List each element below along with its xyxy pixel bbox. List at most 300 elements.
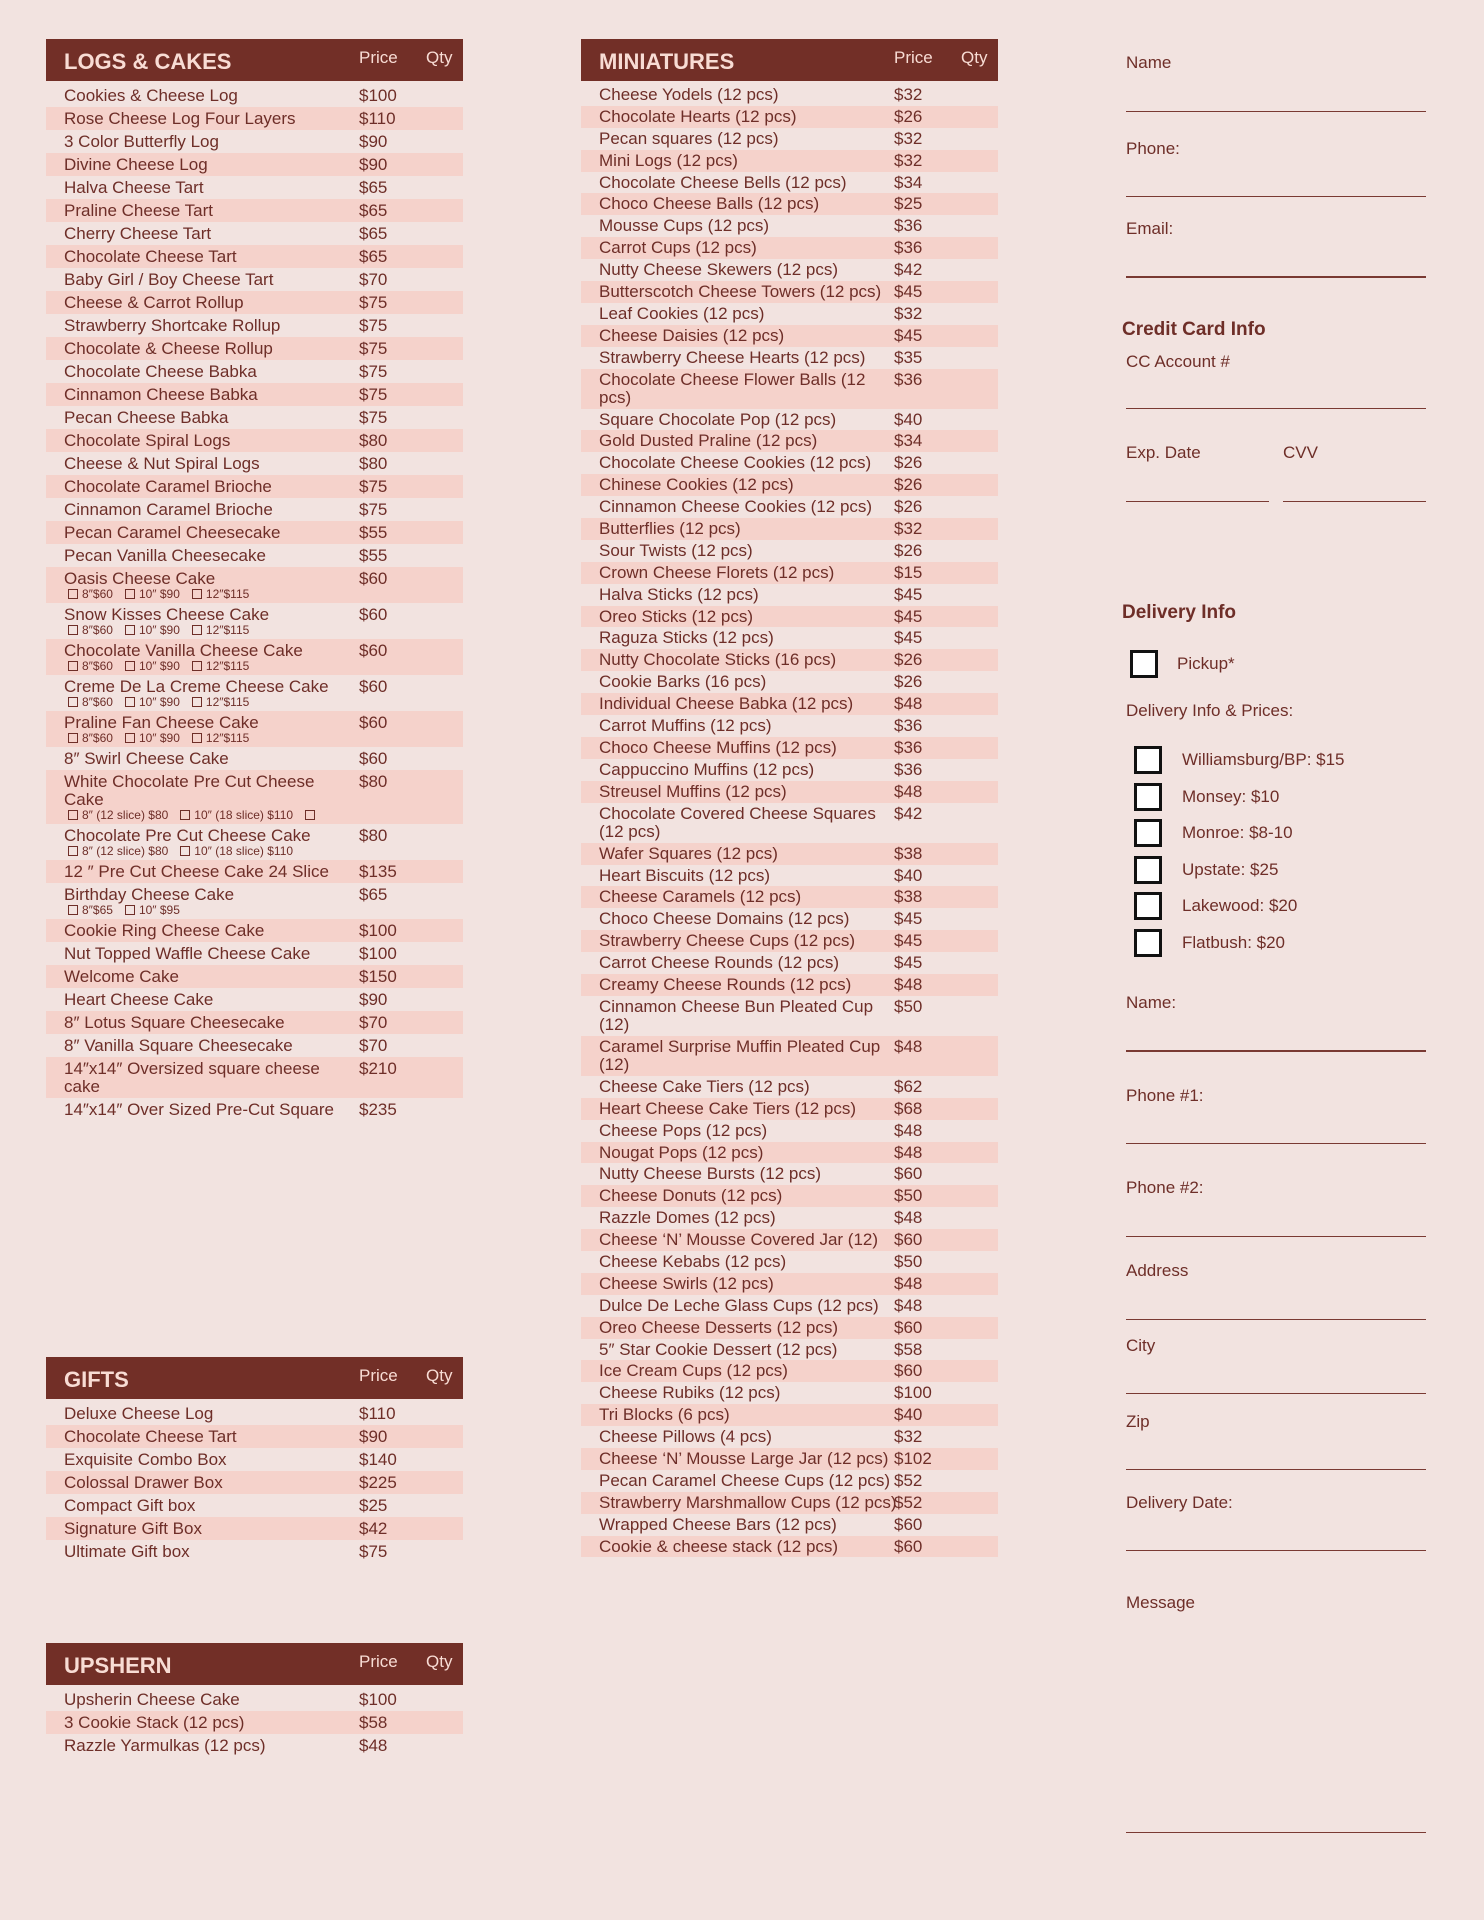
size-option-checkbox[interactable]: 10″ $90 xyxy=(125,587,180,601)
item-price: $60 xyxy=(894,1361,923,1381)
menu-item-row[interactable] xyxy=(46,360,463,383)
item-price: $65 xyxy=(359,224,388,243)
item-price: $62 xyxy=(894,1076,923,1096)
menu-item-row[interactable] xyxy=(581,106,998,128)
item-name: White Chocolate Pre Cut Cheese Cake xyxy=(64,772,315,809)
item-price: $235 xyxy=(359,1100,397,1119)
item-name: Cheese Pops (12 pcs) xyxy=(599,1120,768,1140)
menu-item-row[interactable] xyxy=(46,603,463,639)
menu-item-row[interactable] xyxy=(46,1425,463,1448)
menu-item-row[interactable] xyxy=(581,1229,998,1251)
item-name: Chocolate Cheese Tart xyxy=(64,247,237,266)
menu-item-row[interactable] xyxy=(581,1339,998,1361)
zip-field[interactable] xyxy=(1126,1469,1426,1489)
menu-item-row[interactable] xyxy=(581,1536,998,1558)
menu-item-row[interactable] xyxy=(46,130,463,153)
delivery-option-label: Monroe: $8-10 xyxy=(1182,823,1293,842)
menu-item-row[interactable] xyxy=(581,303,998,325)
item-price: $90 xyxy=(359,132,388,151)
item-name: Cheese Swirls (12 pcs) xyxy=(599,1273,774,1293)
menu-item-row[interactable] xyxy=(581,1273,998,1295)
menu-item-row[interactable] xyxy=(581,1251,998,1273)
menu-item-row[interactable] xyxy=(46,883,463,919)
size-option-checkbox[interactable]: 10″ $90 xyxy=(125,623,180,637)
size-option-checkbox[interactable]: 8″$60 xyxy=(68,587,113,601)
menu-item-row[interactable] xyxy=(581,259,998,281)
size-option-checkbox[interactable]: 10″ $90 xyxy=(125,659,180,673)
item-name: Square Chocolate Pop (12 pcs) xyxy=(599,409,837,429)
cc-account-label: CC Account # xyxy=(1126,352,1230,371)
item-price: $32 xyxy=(894,85,923,104)
item-name: 8″ Vanilla Square Cheesecake xyxy=(64,1036,293,1055)
item-price: $75 xyxy=(359,477,388,496)
menu-item-row[interactable] xyxy=(46,942,463,965)
menu-item-row[interactable] xyxy=(581,1207,998,1229)
menu-item-row[interactable] xyxy=(46,1494,463,1517)
menu-item-row[interactable] xyxy=(46,268,463,291)
item-name: Cheese Caramels (12 pcs) xyxy=(599,887,802,907)
item-name: Cinnamon Cheese Bun Pleated Cup (12) xyxy=(599,996,874,1035)
menu-item-row[interactable] xyxy=(581,1142,998,1164)
menu-item-row[interactable] xyxy=(46,1098,463,1121)
menu-item-row[interactable] xyxy=(581,781,998,803)
item-name: Heart Cheese Cake xyxy=(64,990,214,1009)
menu-item-row[interactable] xyxy=(581,996,998,1036)
item-name: Welcome Cake xyxy=(64,967,179,986)
item-price: $48 xyxy=(894,1273,923,1293)
menu-item-row[interactable] xyxy=(46,919,463,942)
item-price: $45 xyxy=(894,909,923,929)
upshern-list xyxy=(46,1688,463,1757)
menu-item-row[interactable] xyxy=(46,176,463,199)
recipient-name-label: Name: xyxy=(1126,993,1177,1012)
size-options xyxy=(64,845,463,858)
delivery-option-checkbox[interactable] xyxy=(1134,892,1162,920)
item-price: $52 xyxy=(894,1470,923,1490)
item-price: $75 xyxy=(359,500,388,519)
size-option-checkbox[interactable]: 10″ $90 xyxy=(125,695,180,709)
menu-item-row[interactable] xyxy=(46,314,463,337)
item-name: Cinnamon Cheese Babka xyxy=(64,385,258,404)
item-name: Baby Girl / Boy Cheese Tart xyxy=(64,270,274,289)
menu-item-row[interactable] xyxy=(581,627,998,649)
item-name: Nutty Cheese Skewers (12 pcs) xyxy=(599,260,839,280)
section-header xyxy=(46,1643,463,1685)
item-price: $48 xyxy=(894,1142,923,1162)
item-name: Gold Dusted Praline (12 pcs) xyxy=(599,431,818,451)
size-option-checkbox[interactable]: 10″ $95 xyxy=(125,903,180,917)
menu-item-row[interactable] xyxy=(46,1540,463,1563)
miniatures-list xyxy=(581,84,998,1557)
item-name: Halva Cheese Tart xyxy=(64,178,204,197)
menu-item-row[interactable] xyxy=(581,1317,998,1339)
item-name: Razzle Domes (12 pcs) xyxy=(599,1208,776,1228)
item-name: Creamy Cheese Rounds (12 pcs) xyxy=(599,974,852,994)
menu-item-row[interactable] xyxy=(46,222,463,245)
menu-item-row[interactable] xyxy=(581,974,998,996)
item-price: $90 xyxy=(359,990,388,1009)
menu-item-row[interactable] xyxy=(581,1492,998,1514)
section-title: GIFTS xyxy=(64,1367,129,1392)
item-name: Sour Twists (12 pcs) xyxy=(599,540,753,560)
item-name: Compact Gift box xyxy=(64,1496,196,1515)
item-name: Nougat Pops (12 pcs) xyxy=(599,1142,764,1162)
menu-item-row[interactable] xyxy=(581,215,998,237)
item-name: Razzle Yarmulkas (12 pcs) xyxy=(64,1736,266,1755)
delivery-date-field[interactable] xyxy=(1126,1550,1426,1570)
item-name: Heart Biscuits (12 pcs) xyxy=(599,865,770,885)
menu-item-row[interactable] xyxy=(581,1470,998,1492)
item-name: Deluxe Cheese Log xyxy=(64,1404,214,1423)
size-option-checkbox[interactable]: 8″$60 xyxy=(68,731,113,745)
item-price: $36 xyxy=(894,238,923,258)
menu-item-row[interactable] xyxy=(581,1426,998,1448)
item-price: $34 xyxy=(894,172,923,192)
phone-field[interactable] xyxy=(1126,196,1426,216)
size-option-checkbox[interactable]: 10″ $90 xyxy=(125,731,180,745)
item-price: $38 xyxy=(894,843,923,863)
menu-item-row[interactable] xyxy=(581,1295,998,1317)
item-price: $36 xyxy=(894,716,923,736)
email-field[interactable] xyxy=(1126,276,1426,296)
item-price: $75 xyxy=(359,339,388,358)
size-option-checkbox[interactable]: 8″$65 xyxy=(68,903,113,917)
pickup-label: Pickup* xyxy=(1177,654,1235,673)
item-price: $55 xyxy=(359,546,388,565)
menu-item-row[interactable] xyxy=(46,1448,463,1471)
item-price: $60 xyxy=(359,605,388,624)
size-option-checkbox[interactable]: 8″ (12 slice) $80 xyxy=(68,808,168,822)
menu-item-row[interactable] xyxy=(581,1448,998,1470)
section-title: MINIATURES xyxy=(599,49,735,74)
item-name: 14″x14″ Over Sized Pre-Cut Square xyxy=(64,1100,334,1119)
menu-item-row[interactable] xyxy=(581,193,998,215)
item-name: Strawberry Marshmallow Cups (12 pcs) xyxy=(599,1492,897,1512)
menu-item-row[interactable] xyxy=(46,675,463,711)
menu-item-row[interactable] xyxy=(581,693,998,715)
item-name: Cookies & Cheese Log xyxy=(64,86,238,105)
item-price: $42 xyxy=(894,803,923,823)
item-price: $80 xyxy=(359,826,388,845)
item-price: $100 xyxy=(359,944,397,963)
size-options xyxy=(64,588,463,601)
menu-item-row[interactable] xyxy=(581,908,998,930)
item-price: $48 xyxy=(894,1120,923,1140)
item-name: Chocolate Caramel Brioche xyxy=(64,477,272,496)
menu-item-row[interactable] xyxy=(581,886,998,908)
item-name: Upsherin Cheese Cake xyxy=(64,1690,240,1709)
menu-item-row[interactable] xyxy=(581,347,998,369)
size-option-checkbox[interactable]: 8″$60 xyxy=(68,695,113,709)
menu-item-row[interactable] xyxy=(46,1734,463,1757)
item-price: $45 xyxy=(894,584,923,604)
item-name: Cheese Rubiks (12 pcs) xyxy=(599,1383,781,1403)
item-price: $25 xyxy=(359,1496,388,1515)
menu-item-row[interactable] xyxy=(46,860,463,883)
menu-item-row[interactable] xyxy=(46,383,463,406)
item-name: Cherry Cheese Tart xyxy=(64,224,212,243)
item-price: $45 xyxy=(894,953,923,973)
item-price: $45 xyxy=(894,606,923,626)
message-field[interactable] xyxy=(1126,1832,1426,1852)
menu-item-row[interactable] xyxy=(581,150,998,172)
menu-item-row[interactable] xyxy=(581,671,998,693)
menu-item-row[interactable] xyxy=(46,498,463,521)
menu-item-row[interactable] xyxy=(46,1034,463,1057)
phone2-label: Phone #2: xyxy=(1126,1178,1204,1197)
menu-item-row[interactable] xyxy=(581,843,998,865)
menu-item-row[interactable] xyxy=(581,803,998,843)
menu-item-row[interactable] xyxy=(581,474,998,496)
menu-item-row[interactable] xyxy=(581,865,998,887)
menu-item-row[interactable] xyxy=(46,429,463,452)
menu-item-row[interactable] xyxy=(581,715,998,737)
size-options xyxy=(64,624,463,637)
item-name: Oreo Cheese Desserts (12 pcs) xyxy=(599,1317,839,1337)
item-price: $26 xyxy=(894,106,923,126)
menu-item-row[interactable] xyxy=(46,965,463,988)
credit-card-heading: Credit Card Info xyxy=(1122,319,1266,340)
section-header xyxy=(46,1357,463,1399)
item-price: $48 xyxy=(894,781,923,801)
menu-item-row[interactable] xyxy=(581,952,998,974)
menu-item-row[interactable] xyxy=(581,737,998,759)
menu-item-row[interactable] xyxy=(581,930,998,952)
menu-item-row[interactable] xyxy=(581,1185,998,1207)
delivery-option-label: Upstate: $25 xyxy=(1182,859,1279,879)
cc-account-field[interactable] xyxy=(1126,408,1426,428)
menu-item-row[interactable] xyxy=(46,291,463,314)
email-label: Email: xyxy=(1126,219,1174,238)
item-name: Chocolate Covered Cheese Squares (12 pcs) xyxy=(599,803,876,842)
menu-item-row[interactable] xyxy=(46,824,463,860)
item-price: $45 xyxy=(894,325,923,345)
item-price: $60 xyxy=(359,677,388,696)
miniatures-section xyxy=(581,39,998,1557)
menu-item-row[interactable] xyxy=(46,1402,463,1425)
item-price: $48 xyxy=(894,1208,923,1228)
delivery-option-checkbox[interactable] xyxy=(1134,819,1162,847)
item-price: $36 xyxy=(894,216,923,236)
item-price: $45 xyxy=(894,282,923,302)
menu-item-row[interactable] xyxy=(581,606,998,628)
item-name: 12 ″ Pre Cut Cheese Cake 24 Slice xyxy=(64,862,329,881)
menu-item-row[interactable] xyxy=(46,406,463,429)
menu-item-row[interactable] xyxy=(581,1382,998,1404)
item-name: Cookie Ring Cheese Cake xyxy=(64,921,265,940)
menu-item-row[interactable] xyxy=(46,567,463,603)
menu-item-row[interactable] xyxy=(46,1688,463,1711)
gifts-list xyxy=(46,1402,463,1563)
menu-item-row[interactable] xyxy=(46,988,463,1011)
menu-item-row[interactable] xyxy=(581,172,998,194)
menu-item-row[interactable] xyxy=(581,281,998,303)
cvv-field[interactable] xyxy=(1283,501,1426,521)
menu-item-row[interactable] xyxy=(581,518,998,540)
item-name: Cheese & Carrot Rollup xyxy=(64,293,244,312)
item-name: Oreo Sticks (12 pcs) xyxy=(599,606,753,626)
menu-item-row[interactable] xyxy=(581,1360,998,1382)
menu-item-row[interactable] xyxy=(46,475,463,498)
menu-item-row[interactable] xyxy=(581,540,998,562)
price-label: Price xyxy=(894,48,933,67)
item-name: Rose Cheese Log Four Layers xyxy=(64,109,296,128)
delivery-option-checkbox[interactable] xyxy=(1134,856,1162,884)
menu-item-row[interactable] xyxy=(46,199,463,222)
qty-label: Qty xyxy=(426,48,453,67)
item-name: Praline Cheese Tart xyxy=(64,201,213,220)
city-field[interactable] xyxy=(1126,1393,1426,1413)
size-option-checkbox[interactable]: 8″$60 xyxy=(68,659,113,673)
menu-item-row[interactable] xyxy=(581,759,998,781)
menu-item-row[interactable] xyxy=(581,325,998,347)
menu-item-row[interactable] xyxy=(581,1120,998,1142)
item-price: $80 xyxy=(359,454,388,473)
item-price: $42 xyxy=(894,260,923,280)
delivery-heading: Delivery Info xyxy=(1122,602,1237,623)
item-name: Chocolate Cheese Cookies (12 pcs) xyxy=(599,453,872,473)
item-name: Cinnamon Cheese Cookies (12 pcs) xyxy=(599,497,873,517)
section-header xyxy=(46,39,463,81)
menu-item-row[interactable] xyxy=(581,584,998,606)
item-name: Carrot Cups (12 pcs) xyxy=(599,238,757,258)
item-price: $35 xyxy=(894,347,923,367)
menu-item-row[interactable] xyxy=(46,153,463,176)
size-option-checkbox[interactable]: 8″$60 xyxy=(68,623,113,637)
menu-item-row[interactable] xyxy=(46,544,463,567)
pickup-checkbox[interactable] xyxy=(1130,650,1158,678)
size-option-checkbox[interactable]: 8″ (12 slice) $80 xyxy=(68,844,168,858)
menu-item-row[interactable] xyxy=(581,128,998,150)
menu-item-row[interactable] xyxy=(46,521,463,544)
logs-list xyxy=(46,84,463,1121)
item-price: $25 xyxy=(894,194,923,214)
item-name: Exquisite Combo Box xyxy=(64,1450,227,1469)
item-name: Cheese Yodels (12 pcs) xyxy=(599,85,779,104)
menu-item-row[interactable] xyxy=(46,1471,463,1494)
item-name: Pecan Vanilla Cheesecake xyxy=(64,546,266,565)
delivery-option-checkbox[interactable] xyxy=(1134,929,1162,957)
menu-item-row[interactable] xyxy=(581,496,998,518)
item-price: $45 xyxy=(894,628,923,648)
item-price: $75 xyxy=(359,1542,388,1561)
phone1-field[interactable] xyxy=(1126,1143,1426,1163)
item-price: $75 xyxy=(359,362,388,381)
item-name: Cinnamon Caramel Brioche xyxy=(64,500,273,519)
item-name: Streusel Muffins (12 pcs) xyxy=(599,781,787,801)
item-price: $48 xyxy=(894,974,923,994)
name-field[interactable] xyxy=(1126,111,1426,131)
exp-date-label: Exp. Date xyxy=(1126,443,1201,462)
item-name: Cheese Cake Tiers (12 pcs) xyxy=(599,1076,810,1096)
exp-date-field[interactable] xyxy=(1126,501,1269,521)
delivery-option-checkbox[interactable] xyxy=(1134,783,1162,811)
menu-item-row[interactable] xyxy=(581,562,998,584)
item-price: $75 xyxy=(359,316,388,335)
menu-item-row[interactable] xyxy=(46,452,463,475)
phone2-field[interactable] xyxy=(1126,1236,1426,1256)
item-name: 5″ Star Cookie Dessert (12 pcs) xyxy=(599,1339,838,1359)
item-price: $32 xyxy=(894,128,923,148)
menu-item-row[interactable] xyxy=(46,1517,463,1540)
size-option-checkbox[interactable]: 12″$115 xyxy=(192,623,249,637)
address-field[interactable] xyxy=(1126,1319,1426,1339)
size-options xyxy=(64,809,463,822)
menu-item-row[interactable] xyxy=(581,1076,998,1098)
item-name: Creme De La Creme Cheese Cake xyxy=(64,677,329,696)
menu-item-row[interactable] xyxy=(581,1404,998,1426)
menu-item-row[interactable] xyxy=(46,770,463,824)
menu-item-row[interactable] xyxy=(581,1036,998,1076)
item-price: $100 xyxy=(359,86,397,105)
item-price: $48 xyxy=(894,1036,923,1056)
menu-item-row[interactable] xyxy=(46,1011,463,1034)
item-price: $80 xyxy=(359,772,388,791)
menu-item-row[interactable] xyxy=(46,1711,463,1734)
item-price: $40 xyxy=(894,865,923,885)
menu-item-row[interactable] xyxy=(46,337,463,360)
menu-item-row[interactable] xyxy=(581,649,998,671)
menu-item-row[interactable] xyxy=(581,1098,998,1120)
menu-item-row[interactable] xyxy=(581,452,998,474)
size-option-checkbox[interactable]: 12″$115 xyxy=(192,695,249,709)
item-name: Chocolate & Cheese Rollup xyxy=(64,339,273,358)
size-option-checkbox[interactable]: 10″ (18 slice) $110 xyxy=(180,844,293,858)
size-option-checkbox[interactable] xyxy=(305,808,319,822)
delivery-option-checkbox[interactable] xyxy=(1134,746,1162,774)
size-option-checkbox[interactable]: 12″$115 xyxy=(192,587,249,601)
menu-item-row[interactable] xyxy=(46,747,463,770)
menu-item-row[interactable] xyxy=(581,84,998,106)
item-name: Nutty Cheese Bursts (12 pcs) xyxy=(599,1164,822,1184)
menu-item-row[interactable] xyxy=(581,1514,998,1536)
menu-item-row[interactable] xyxy=(581,237,998,259)
menu-item-row[interactable] xyxy=(581,369,998,409)
menu-item-row[interactable] xyxy=(46,639,463,675)
menu-item-row[interactable] xyxy=(581,1163,998,1185)
item-name: Cheese Kebabs (12 pcs) xyxy=(599,1251,787,1271)
menu-item-row[interactable] xyxy=(46,711,463,747)
menu-item-row[interactable] xyxy=(46,107,463,130)
menu-item-row[interactable] xyxy=(581,430,998,452)
item-price: $135 xyxy=(359,862,397,881)
size-option-checkbox[interactable]: 12″$115 xyxy=(192,731,249,745)
item-price: $75 xyxy=(359,408,388,427)
item-price: $60 xyxy=(894,1536,923,1556)
item-name: Halva Sticks (12 pcs) xyxy=(599,584,759,604)
item-price: $26 xyxy=(894,540,923,560)
address-label: Address xyxy=(1126,1261,1189,1280)
size-options xyxy=(64,904,463,917)
section-header xyxy=(581,39,998,81)
item-name: Signature Gift Box xyxy=(64,1519,202,1538)
size-option-checkbox[interactable]: 10″ (18 slice) $110 xyxy=(180,808,293,822)
menu-item-row[interactable] xyxy=(46,84,463,107)
menu-item-row[interactable] xyxy=(46,245,463,268)
menu-item-row[interactable] xyxy=(581,409,998,431)
menu-item-row[interactable] xyxy=(46,1057,463,1098)
item-name: Wrapped Cheese Bars (12 pcs) xyxy=(599,1514,837,1534)
item-name: Cheese ‘N’ Mousse Large Jar (12 pcs) xyxy=(599,1448,889,1468)
item-price: $38 xyxy=(894,887,923,907)
item-price: $90 xyxy=(359,155,388,174)
item-name: Heart Cheese Cake Tiers (12 pcs) xyxy=(599,1098,856,1118)
item-price: $32 xyxy=(894,519,923,539)
item-name: Strawberry Cheese Hearts (12 pcs) xyxy=(599,347,866,367)
recipient-name-field[interactable] xyxy=(1126,1050,1426,1070)
size-option-checkbox[interactable]: 12″$115 xyxy=(192,659,249,673)
item-price: $102 xyxy=(894,1448,932,1468)
